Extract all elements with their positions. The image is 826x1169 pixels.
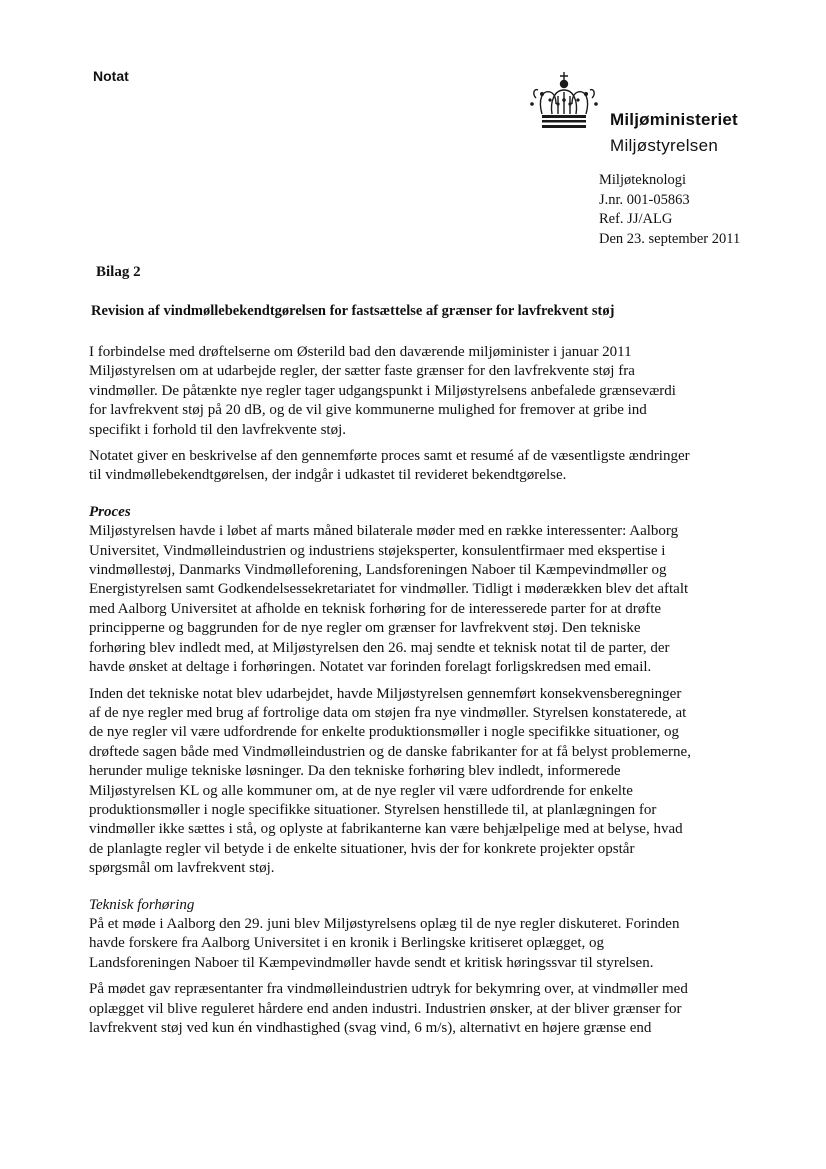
text-line: Universitet, Vindmølleindustrien og industriens støjeksperter, konsulentfirmaer med ekspertise i xyxy=(89,542,666,559)
text-line: oplægget vil blive reguleret hårdere end anden industri. Industrien ønsker, at der bliver grænser for xyxy=(89,1000,682,1017)
text-line: vindmøller ikke sættes i stå, og oplyste at fabrikanterne kan være behjælpelige med at belyse, hvad xyxy=(89,821,683,838)
text-line: med Aalborg Universitet at afholde en teknisk forhøring for de interesserede parter for at drøfte xyxy=(89,600,662,617)
text-line: Miljøstyrelsen om at udarbejde regler, der sætter faste grænser for den lavfrekvente støj fra xyxy=(89,363,635,380)
hearing-paragraph-1 xyxy=(89,915,779,973)
meta-reference: Ref. JJ/ALG xyxy=(599,211,673,227)
text-line: Notatet giver en beskrivelse af den gennemførte proces samt et resumé af de væsentligste ændringer xyxy=(89,448,690,465)
text-line: drøftede sagen både med Vindmølleindustrien og de danske fabrikanter for at få belyst problemerne, xyxy=(89,743,691,760)
text-line: forhøring blev indledt med, at Miljøstyrelsen den 26. maj sendte et teknisk notat til de parter, der xyxy=(89,639,670,656)
text-line: På et møde i Aalborg den 29. juni blev Miljøstyrelsens oplæg til de nye regler diskuteret. Forinden xyxy=(89,915,680,932)
text-line: Landsforeningen Naboer til Kæmpevindmøller havde sendt et kritisk høringssvar til styrelsen. xyxy=(89,954,654,971)
appendix-label: Bilag 2 xyxy=(96,264,141,280)
hearing-paragraph-2 xyxy=(89,980,779,1038)
crown-emblem-icon xyxy=(528,70,600,132)
meta-journal-number: J.nr. 001-05863 xyxy=(599,191,690,208)
text-line: vindmøllestøj, Danmarks Vindmølleforening, Landsforeningen Naboer til Kæmpevindmøller og xyxy=(89,562,667,579)
text-line: Miljøstyrelsen KL og alle kommuner om, at de nye regler vil være udfordrende for enkelte xyxy=(89,782,633,799)
text-line: I forbindelse med drøftelserne om Østerild bad den daværende miljøminister i januar 2011 xyxy=(89,344,632,360)
text-line: havde ønsket at deltage i forhøringen. Notatet var forinden forelagt forligskredsen med email. xyxy=(89,659,652,676)
ministry-name: Miljøministeriet xyxy=(610,110,738,129)
document-meta xyxy=(599,171,740,249)
document-title: Revision af vindmøllebekendtgørelsen for fastsættelse af grænser for lavfrekvent støj xyxy=(91,303,615,319)
text-line: På mødet gav repræsentanter fra vindmølleindustrien udtryk for bekymring over, at vindmøller med xyxy=(89,981,688,998)
text-line: lavfrekvent støj ved kun én vindhastighed (svag vind, 6 m/s), alternativt en højere grænse end xyxy=(89,1020,652,1036)
text-line: Inden det tekniske notat blev udarbejdet, havde Miljøstyrelsen gennemført konsekvensberegninger xyxy=(89,685,682,702)
agency-name: Miljøstyrelsen xyxy=(610,136,719,155)
process-paragraph-2 xyxy=(89,685,779,879)
text-line: de planlagte regler vil betyde i de enkelte situationer, hvis der for konkrete projekter opstår xyxy=(89,840,635,857)
meta-date: Den 23. september 2011 xyxy=(599,230,741,247)
meta-department: Miljøteknologi xyxy=(599,172,686,188)
text-line: til vindmøllebekendtgørelsen, der indgår i udkastet til revideret bekendtgørelse. xyxy=(89,467,567,484)
text-line: Miljøstyrelsen havde i løbet af marts måned bilaterale møder med en række interessenter: Aalborg xyxy=(89,523,679,540)
text-line: Energistyrelsen samt Godkendelsessekretariatet for vindmøller. Tidligt i møderækken blev det aftalt xyxy=(89,581,689,598)
intro-paragraph-1 xyxy=(89,343,779,440)
text-line: produktionsmøller i nogle specifikke situationer. Styrelsen henstillede til, at planlægningen for xyxy=(89,801,657,818)
text-line: herunder mulige tekniske løsninger. Da den tekniske forhøring blev indledt, informerede xyxy=(89,763,621,780)
text-line: af de nye regler med brug af fortrolige data om støjen fra nye vindmøller. Styrelsen konstaterede, at xyxy=(89,704,687,721)
text-line: de nye regler vil være udfordrende for enkelte produktionsmøller i nogle specifikke situationer, og xyxy=(89,724,680,741)
text-line: vindmøller. De påtænkte nye regler tager udgangspunkt i Miljøstyrelsens anbefalede grænseværdi xyxy=(89,382,676,399)
note-label: Notat xyxy=(93,68,129,84)
text-line: specifikt i forhold til den lavfrekvente støj. xyxy=(89,421,347,438)
text-line: havde forskere fra Aalborg Universitet i en kronik i Berlingske kritiseret oplægget, og xyxy=(89,935,605,952)
process-paragraph-1 xyxy=(89,522,779,677)
text-line: principperne og baggrunden for de nye regler om grænser for lavfrekvent støj. Den tekniske xyxy=(89,620,641,637)
text-line: spørgsmål om lavfrekvent støj. xyxy=(89,860,275,877)
text-line: for lavfrekvent støj på 20 dB, og de vil give kommunerne mulighed for fremover at gribe ind xyxy=(89,402,647,419)
section-heading-technical-hearing: Teknisk forhøring xyxy=(89,896,195,913)
document-body xyxy=(89,343,779,1038)
intro-paragraph-2 xyxy=(89,447,779,486)
section-heading-process: Proces xyxy=(89,503,131,520)
